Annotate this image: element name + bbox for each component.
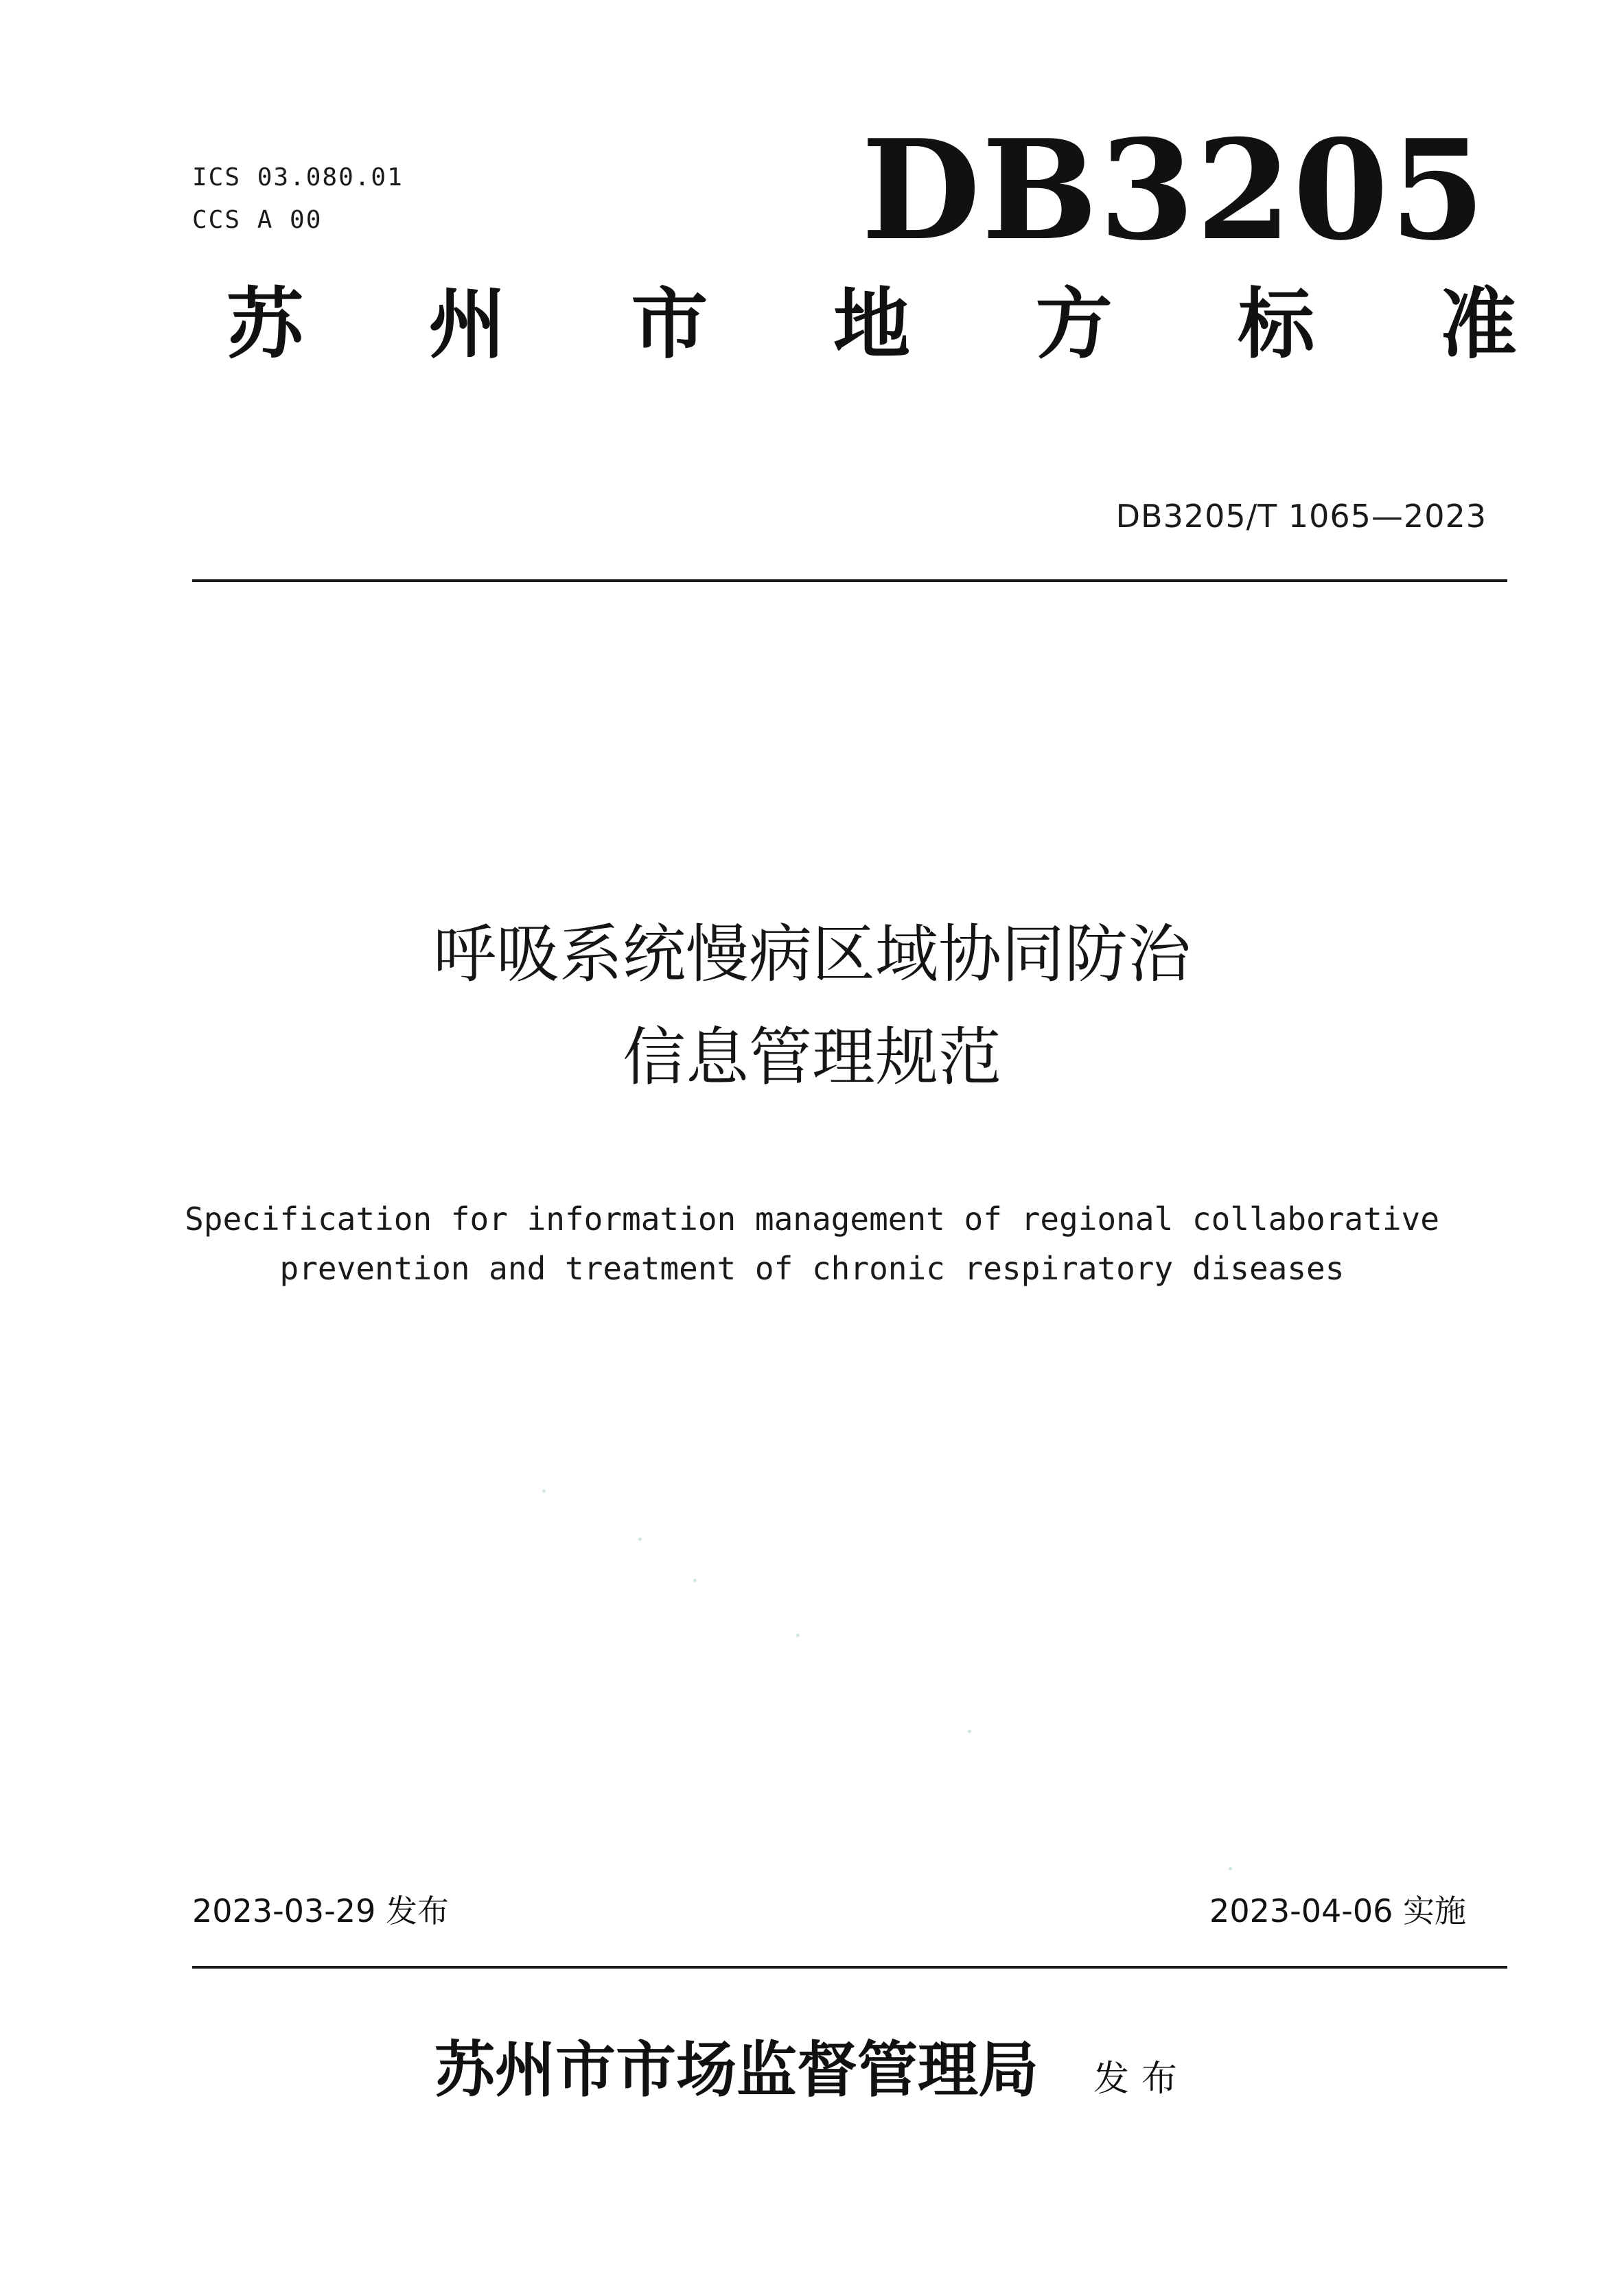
scan-speck <box>1229 1867 1232 1870</box>
scan-speck <box>693 1579 697 1582</box>
db-code: DB3205 <box>861 110 1487 271</box>
english-title <box>0 1194 1624 1293</box>
scan-speck <box>638 1538 642 1541</box>
top-divider <box>192 579 1507 582</box>
issuer-suffix: 发布 <box>1093 2059 1190 2100</box>
standard-type-char: 市 <box>631 279 708 369</box>
issuer <box>0 2025 1624 2114</box>
standard-type-char: 苏 <box>227 279 303 369</box>
standard-type-char: 州 <box>428 279 506 369</box>
ics-code: ICS 03.080.01 <box>192 163 404 192</box>
release-date: 2023-03-29 发布 <box>192 1892 449 1929</box>
implementation-date: 2023-04-06 实施 <box>1209 1892 1466 1929</box>
scan-speck <box>968 1730 971 1733</box>
issuer-name: 苏州市市场监督管理局 <box>434 2034 1039 2105</box>
ccs-code: CCS A 00 <box>192 206 323 234</box>
scan-speck <box>796 1634 800 1637</box>
chinese-title-line1: 呼吸系统慢病区域协同防治 <box>432 918 1191 991</box>
standard-type-char: 标 <box>1238 279 1315 369</box>
standard-type-char: 地 <box>833 279 910 369</box>
classification-codes <box>192 156 404 242</box>
standard-type <box>227 273 1517 376</box>
standard-number: DB3205/T 1065—2023 <box>1115 498 1487 535</box>
english-title-line2: prevention and treatment of chronic respiratory diseases <box>279 1250 1345 1287</box>
chinese-title <box>0 903 1624 1109</box>
scan-speck <box>542 1489 546 1493</box>
standard-type-char: 方 <box>1035 279 1113 369</box>
standard-type-char: 准 <box>1439 279 1517 369</box>
chinese-title-line2: 信息管理规范 <box>622 1021 1001 1094</box>
english-title-line1: Specification for information management of regional collaborative <box>185 1201 1439 1238</box>
bottom-divider <box>192 1966 1507 1969</box>
